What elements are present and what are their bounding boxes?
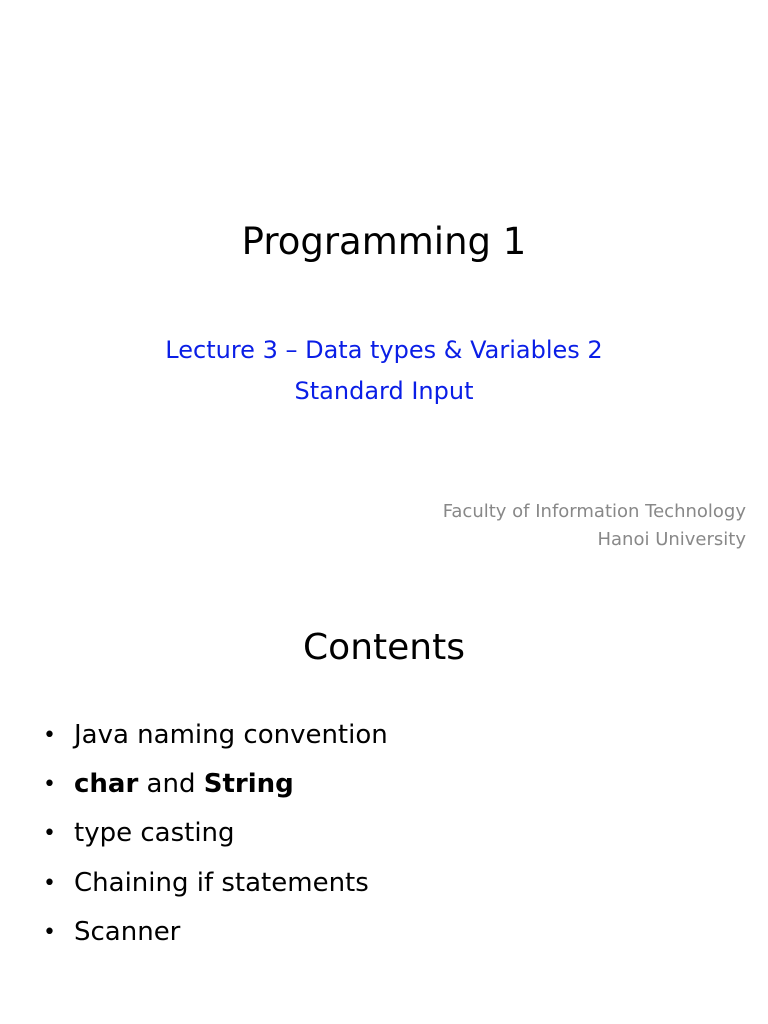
list-item-text: Scanner <box>74 916 181 947</box>
list-item-connector: and <box>138 769 204 800</box>
bullet-icon: • <box>43 919 56 945</box>
list-item <box>40 711 388 760</box>
slide-title: Programming 1 <box>241 220 527 263</box>
list-item <box>40 908 388 957</box>
list-item <box>40 760 388 809</box>
list-item-bold-char: char <box>74 769 139 800</box>
list-item-bold-string: String <box>203 769 294 800</box>
contents-slide <box>0 580 768 1024</box>
bullet-icon: • <box>43 772 56 798</box>
faculty-name: Faculty of Information Technology <box>442 501 746 522</box>
list-item-text: Chaining if statements <box>74 867 369 898</box>
bullet-icon: • <box>43 723 56 748</box>
university-name: Hanoi University <box>597 529 746 550</box>
list-item <box>40 809 388 858</box>
lecture-topic: Standard Input <box>294 377 474 405</box>
list-item-text: Java naming convention <box>74 720 388 750</box>
bullet-icon: • <box>43 870 56 896</box>
bullet-icon: • <box>43 821 56 847</box>
lecture-subtitle: Lecture 3 – Data types & Variables 2 <box>165 336 603 364</box>
contents-heading: Contents <box>303 627 465 668</box>
contents-list <box>40 711 388 957</box>
list-item <box>40 859 388 908</box>
list-item-text: type casting <box>74 818 235 849</box>
